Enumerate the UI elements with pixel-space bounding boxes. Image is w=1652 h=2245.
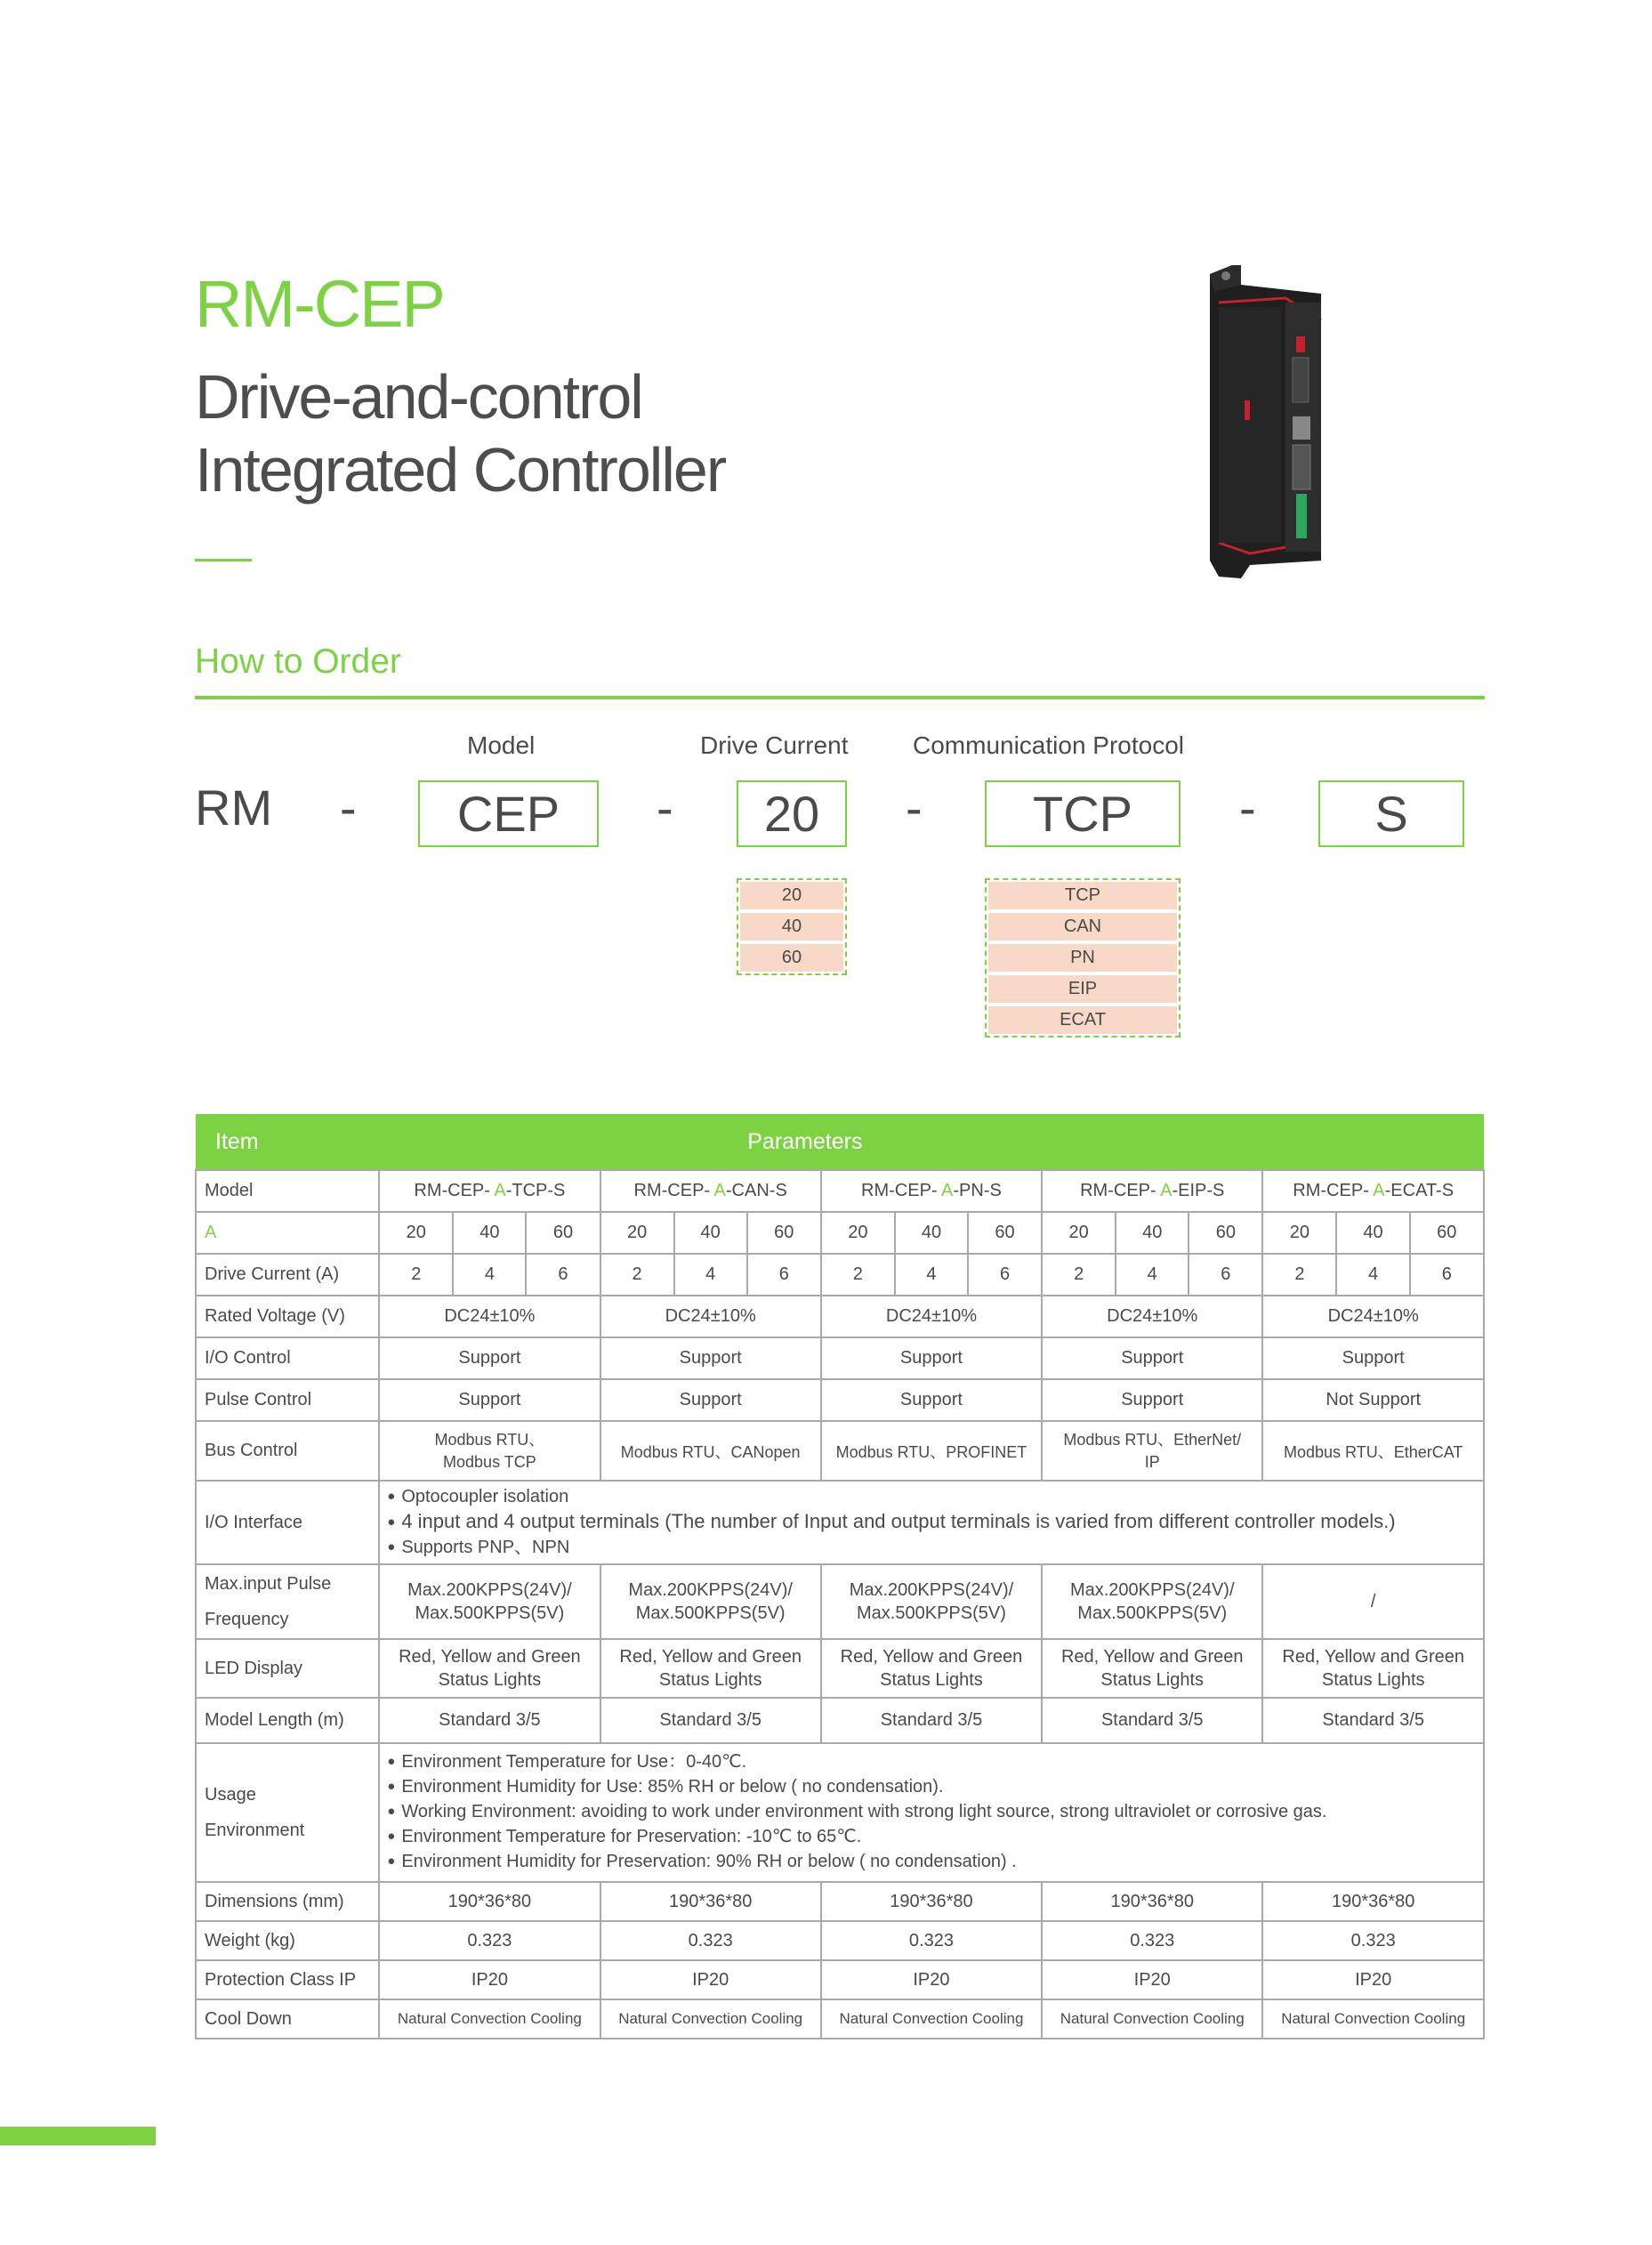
a-value: 60: [1189, 1212, 1262, 1254]
row-label: Pulse Control: [196, 1379, 379, 1421]
model-cell: [821, 1170, 1042, 1212]
dimensions-cell: 190*36*80: [821, 1882, 1042, 1921]
current-value: 2: [1262, 1254, 1336, 1296]
row-label: Rated Voltage (V): [196, 1296, 379, 1337]
row-label: Drive Current (A): [196, 1254, 379, 1296]
table-row: [196, 1421, 1484, 1481]
pulse-control-cell: Support: [821, 1379, 1042, 1421]
voltage-cell: DC24±10%: [1042, 1296, 1262, 1337]
protection-cell: IP20: [1262, 1960, 1484, 1999]
model-suffix: -CAN-S: [725, 1181, 787, 1200]
length-cell: Standard 3/5: [1042, 1698, 1262, 1743]
current-value: 2: [821, 1254, 895, 1296]
a-value: 60: [526, 1212, 600, 1254]
length-cell: Standard 3/5: [1262, 1698, 1484, 1743]
bus-line: IP: [1144, 1452, 1160, 1471]
led-line: Red, Yellow and Green: [1060, 1647, 1244, 1667]
max-pulse-cell: [1042, 1564, 1262, 1639]
model-prefix: RM-CEP-: [1293, 1181, 1374, 1200]
current-value: 6: [526, 1254, 600, 1296]
header-parameters: Parameters: [379, 1114, 1484, 1170]
io-control-cell: Support: [821, 1337, 1042, 1379]
protection-cell: IP20: [379, 1960, 600, 1999]
code-prefix: RM: [195, 779, 273, 836]
bullet-item: ● Environment Temperature for Preservation: -10℃ to 65℃.: [387, 1825, 1479, 1850]
model-prefix: RM-CEP-: [414, 1181, 495, 1200]
current-value: 2: [1042, 1254, 1116, 1296]
led-cell: [1262, 1639, 1484, 1698]
cooling-cell: Natural Convection Cooling: [600, 1999, 821, 2039]
model-prefix: RM-CEP-: [1080, 1181, 1161, 1200]
length-cell: Standard 3/5: [821, 1698, 1042, 1743]
weight-cell: 0.323: [1042, 1921, 1262, 1960]
max-pulse-cell: [379, 1564, 600, 1639]
pulse-line: Max.500KPPS(5V): [635, 1603, 786, 1623]
bullet-item: ● Working Environment: avoiding to work under environment with strong light source, strong ultraviolet or corrosive gas.: [387, 1800, 1479, 1825]
bullet-item: ● Environment Humidity for Preservation: 90% RH or below ( no condensation) .: [387, 1850, 1479, 1875]
length-cell: Standard 3/5: [379, 1698, 600, 1743]
pulse-line: Max.200KPPS(24V)/: [1069, 1580, 1235, 1600]
header-item: Item: [196, 1114, 379, 1170]
row-label: I/O Interface: [196, 1481, 379, 1564]
model-cell: [1262, 1170, 1484, 1212]
led-cell: [1042, 1639, 1262, 1698]
model-cell: [1042, 1170, 1262, 1212]
current-value: 4: [1116, 1254, 1189, 1296]
protocol-option: ECAT: [988, 1006, 1177, 1034]
a-value: 40: [895, 1212, 968, 1254]
title-accent-line: [195, 559, 252, 561]
a-value: 20: [1262, 1212, 1336, 1254]
model-a: A: [713, 1181, 726, 1200]
table-row: [196, 1960, 1484, 1999]
a-value: 60: [1410, 1212, 1484, 1254]
weight-cell: 0.323: [379, 1921, 600, 1960]
cooling-cell: Natural Convection Cooling: [1042, 1999, 1262, 2039]
code-dash-3: -: [906, 779, 923, 836]
table-row: [196, 1212, 1484, 1254]
code-dash-1: -: [340, 779, 357, 836]
protocol-label: Communication Protocol: [913, 731, 1185, 759]
io-control-cell: Support: [1042, 1337, 1262, 1379]
weight-cell: 0.323: [600, 1921, 821, 1960]
bus-line: Modbus RTU、: [434, 1430, 545, 1449]
led-line: Status Lights: [1100, 1670, 1205, 1690]
product-subtitle: [195, 360, 995, 506]
a-value: 60: [968, 1212, 1042, 1254]
io-control-cell: Support: [600, 1337, 821, 1379]
led-cell: [379, 1639, 600, 1698]
current-options-list: [737, 878, 847, 975]
dimensions-cell: 190*36*80: [1042, 1882, 1262, 1921]
code-protocol-box: TCP: [985, 780, 1181, 847]
voltage-cell: DC24±10%: [1262, 1296, 1484, 1337]
row-label-line: Frequency: [205, 1610, 289, 1629]
protocol-option: CAN: [988, 913, 1177, 941]
led-line: Red, Yellow and Green: [1282, 1647, 1464, 1667]
length-cell: Standard 3/5: [600, 1698, 821, 1743]
table-row: [196, 1743, 1484, 1882]
weight-cell: 0.323: [1262, 1921, 1484, 1960]
pulse-control-cell: Not Support: [1262, 1379, 1484, 1421]
bullet-item: ● Optocoupler isolation: [387, 1485, 1479, 1510]
led-line: Status Lights: [438, 1670, 542, 1690]
a-value: 20: [379, 1212, 453, 1254]
row-label: Model: [196, 1170, 379, 1212]
io-control-cell: Support: [1262, 1337, 1484, 1379]
subtitle-line-2: Integrated Controller: [195, 435, 726, 505]
table-row: [196, 1379, 1484, 1421]
footer-accent-bar: [0, 2127, 156, 2145]
a-value: 20: [821, 1212, 895, 1254]
row-label: Cool Down: [196, 1999, 379, 2039]
model-a: A: [1160, 1181, 1173, 1200]
usage-environment-cell: [379, 1743, 1484, 1882]
bus-control-cell: Modbus RTU、EtherCAT: [1262, 1421, 1484, 1481]
pulse-line: Max.200KPPS(24V)/: [407, 1580, 572, 1600]
led-line: Status Lights: [880, 1670, 983, 1690]
row-label: Bus Control: [196, 1421, 379, 1481]
current-value: 2: [379, 1254, 453, 1296]
pulse-line: Max.500KPPS(5V): [415, 1603, 565, 1623]
model-cell: [379, 1170, 600, 1212]
row-label: Model Length (m): [196, 1698, 379, 1743]
a-value: 40: [453, 1212, 526, 1254]
pulse-line: Max.200KPPS(24V)/: [628, 1580, 793, 1600]
weight-cell: 0.323: [821, 1921, 1042, 1960]
dimensions-cell: 190*36*80: [600, 1882, 821, 1921]
led-line: Red, Yellow and Green: [840, 1647, 1023, 1667]
table-row: [196, 1639, 1484, 1698]
model-label: Model: [467, 731, 536, 759]
bullet-item: ● Environment Temperature for Use：0-40℃.: [387, 1750, 1479, 1775]
protocol-option: PN: [988, 944, 1177, 972]
a-value: 20: [1042, 1212, 1116, 1254]
bus-control-cell: Modbus RTU、PROFINET: [821, 1421, 1042, 1481]
cooling-cell: Natural Convection Cooling: [821, 1999, 1042, 2039]
subtitle-line-1: Drive-and-control: [195, 362, 642, 432]
max-pulse-cell: [600, 1564, 821, 1639]
model-prefix: RM-CEP-: [861, 1181, 942, 1200]
drive-current-label: Drive Current: [700, 731, 849, 759]
model-a: A: [494, 1181, 506, 1200]
cooling-cell: Natural Convection Cooling: [1262, 1999, 1484, 2039]
protocol-option: EIP: [988, 975, 1177, 1003]
current-value: 4: [674, 1254, 747, 1296]
a-value: 60: [747, 1212, 821, 1254]
a-value: 40: [674, 1212, 747, 1254]
current-value: 4: [1336, 1254, 1409, 1296]
protocol-option: TCP: [988, 882, 1177, 909]
code-model-box: CEP: [418, 780, 599, 847]
row-label: LED Display: [196, 1639, 379, 1698]
row-label-line: Usage: [205, 1785, 256, 1805]
protocol-options-list: [985, 878, 1181, 1038]
code-current-box: 20: [737, 780, 847, 847]
io-control-cell: Support: [379, 1337, 600, 1379]
table-row: [196, 1564, 1484, 1639]
pulse-line: Max.500KPPS(5V): [1077, 1603, 1228, 1623]
led-cell: [821, 1639, 1042, 1698]
table-row: [196, 1481, 1484, 1564]
table-row: [196, 1337, 1484, 1379]
table-row: [196, 1921, 1484, 1960]
row-label: [196, 1743, 379, 1882]
protection-cell: IP20: [821, 1960, 1042, 1999]
bullet-item: ● Supports PNP、NPN: [387, 1536, 1479, 1561]
row-label-line: Max.input Pulse: [205, 1574, 332, 1594]
pulse-control-cell: Support: [379, 1379, 600, 1421]
pulse-control-cell: Support: [1042, 1379, 1262, 1421]
table-header-row: [196, 1114, 1484, 1170]
row-label: Protection Class IP: [196, 1960, 379, 1999]
table-row: [196, 1296, 1484, 1337]
io-interface-cell: [379, 1481, 1484, 1564]
row-label: Dimensions (mm): [196, 1882, 379, 1921]
bus-line: Modbus TCP: [443, 1452, 536, 1471]
voltage-cell: DC24±10%: [379, 1296, 600, 1337]
led-cell: [600, 1639, 821, 1698]
current-value: 6: [1189, 1254, 1262, 1296]
max-pulse-cell: [821, 1564, 1042, 1639]
row-label: A: [196, 1212, 379, 1254]
voltage-cell: DC24±10%: [821, 1296, 1042, 1337]
current-value: 6: [1410, 1254, 1484, 1296]
cooling-cell: Natural Convection Cooling: [379, 1999, 600, 2039]
model-a: A: [1373, 1181, 1385, 1200]
bus-control-cell: [379, 1421, 600, 1481]
how-to-order-heading: How to Order: [195, 642, 401, 681]
pulse-line: Max.200KPPS(24V)/: [849, 1580, 1014, 1600]
model-suffix: -PN-S: [953, 1181, 1002, 1200]
row-label: I/O Control: [196, 1337, 379, 1379]
model-prefix: RM-CEP-: [633, 1181, 714, 1200]
pulse-line: Max.500KPPS(5V): [857, 1603, 1006, 1623]
led-line: Status Lights: [658, 1670, 762, 1690]
current-option: 20: [740, 882, 843, 909]
current-option: 60: [740, 944, 843, 972]
protection-cell: IP20: [600, 1960, 821, 1999]
row-label-line: Environment: [205, 1821, 305, 1840]
dimensions-cell: 190*36*80: [1262, 1882, 1484, 1921]
protection-cell: IP20: [1042, 1960, 1262, 1999]
current-value: 6: [747, 1254, 821, 1296]
a-value: 20: [600, 1212, 674, 1254]
controller-product-image: [1188, 258, 1352, 578]
product-title: RM-CEP: [195, 267, 444, 341]
current-value: 4: [895, 1254, 968, 1296]
table-row: [196, 1882, 1484, 1921]
code-dash-4: -: [1239, 779, 1256, 836]
model-suffix: -ECAT-S: [1384, 1181, 1455, 1200]
bus-control-cell: Modbus RTU、CANopen: [600, 1421, 821, 1481]
table-row: [196, 1999, 1484, 2039]
row-label: Weight (kg): [196, 1921, 379, 1960]
row-label: [196, 1564, 379, 1639]
pulse-control-cell: Support: [600, 1379, 821, 1421]
table-row: [196, 1254, 1484, 1296]
a-value: 40: [1116, 1212, 1189, 1254]
model-a: A: [941, 1181, 954, 1200]
current-option: 40: [740, 913, 843, 941]
dimensions-cell: 190*36*80: [379, 1882, 600, 1921]
table-row: [196, 1698, 1484, 1743]
led-line: Red, Yellow and Green: [619, 1647, 802, 1667]
current-value: 4: [453, 1254, 526, 1296]
model-cell: [600, 1170, 821, 1212]
a-value: 40: [1336, 1212, 1409, 1254]
code-suffix-box: S: [1318, 780, 1464, 847]
max-pulse-cell: /: [1262, 1564, 1484, 1639]
model-suffix: -EIP-S: [1172, 1181, 1225, 1200]
code-dash-2: -: [657, 779, 673, 836]
voltage-cell: DC24±10%: [600, 1296, 821, 1337]
bullet-item: ● 4 input and 4 output terminals (The number of Input and output terminals is varied from different controller models.): [387, 1510, 1479, 1536]
spec-table: [195, 1114, 1485, 2039]
bus-control-cell: [1042, 1421, 1262, 1481]
current-value: 2: [600, 1254, 674, 1296]
current-value: 6: [968, 1254, 1042, 1296]
model-suffix: -TCP-S: [505, 1181, 566, 1200]
table-row: [196, 1170, 1484, 1212]
bullet-item: ● Environment Humidity for Use: 85% RH or below ( no condensation).: [387, 1775, 1479, 1800]
led-line: Red, Yellow and Green: [399, 1647, 581, 1667]
bus-line: Modbus RTU、EtherNet/: [1063, 1430, 1242, 1449]
section-divider: [195, 696, 1485, 699]
led-line: Status Lights: [1321, 1670, 1425, 1690]
